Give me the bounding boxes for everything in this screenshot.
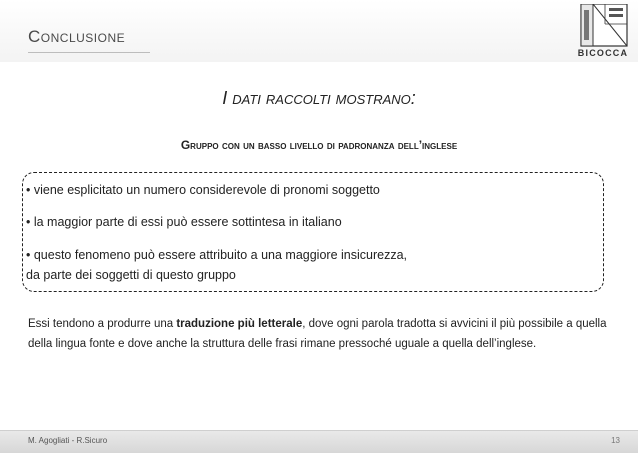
slide-footer: [0, 430, 638, 453]
bullet-item: • questo fenomeno può essere attribuito a una maggiore insicurezza,: [26, 248, 407, 262]
bullet-item: • viene esplicitato un numero considerevole di pronomi soggetto: [26, 183, 380, 197]
slide-title: Conclusione: [28, 27, 126, 46]
main-heading: I dati raccolti mostrano:: [222, 88, 416, 108]
paragraph-emphasis: traduzione più letterale: [176, 318, 303, 330]
slide-header: [0, 0, 638, 62]
footer-authors: M. Agogliati - R.Sicuro: [28, 436, 108, 445]
title-underline: [28, 52, 150, 53]
paragraph-text: , dove ogni parola tradotta si avvicini il più possibile a quella della lingua fonte e dove anche la struttura delle frasi rimane pressoché uguale a quella dell’inglese.: [28, 318, 607, 350]
logo-mark-icon: [575, 4, 631, 48]
university-logo: [575, 4, 631, 60]
bullet-item: • la maggior parte di essi può essere sottintesa in italiano: [26, 215, 342, 229]
sub-heading: Gruppo con un basso livello di padronanza dell’inglese: [180, 138, 458, 152]
conclusion-paragraph: [28, 314, 616, 354]
page-number: 13: [611, 436, 620, 445]
logo-text: BICOCCA: [577, 48, 629, 58]
paragraph-text: Essi tendono a produrre una: [28, 318, 177, 330]
bullet-continuation: da parte dei soggetti di questo gruppo: [26, 268, 236, 282]
